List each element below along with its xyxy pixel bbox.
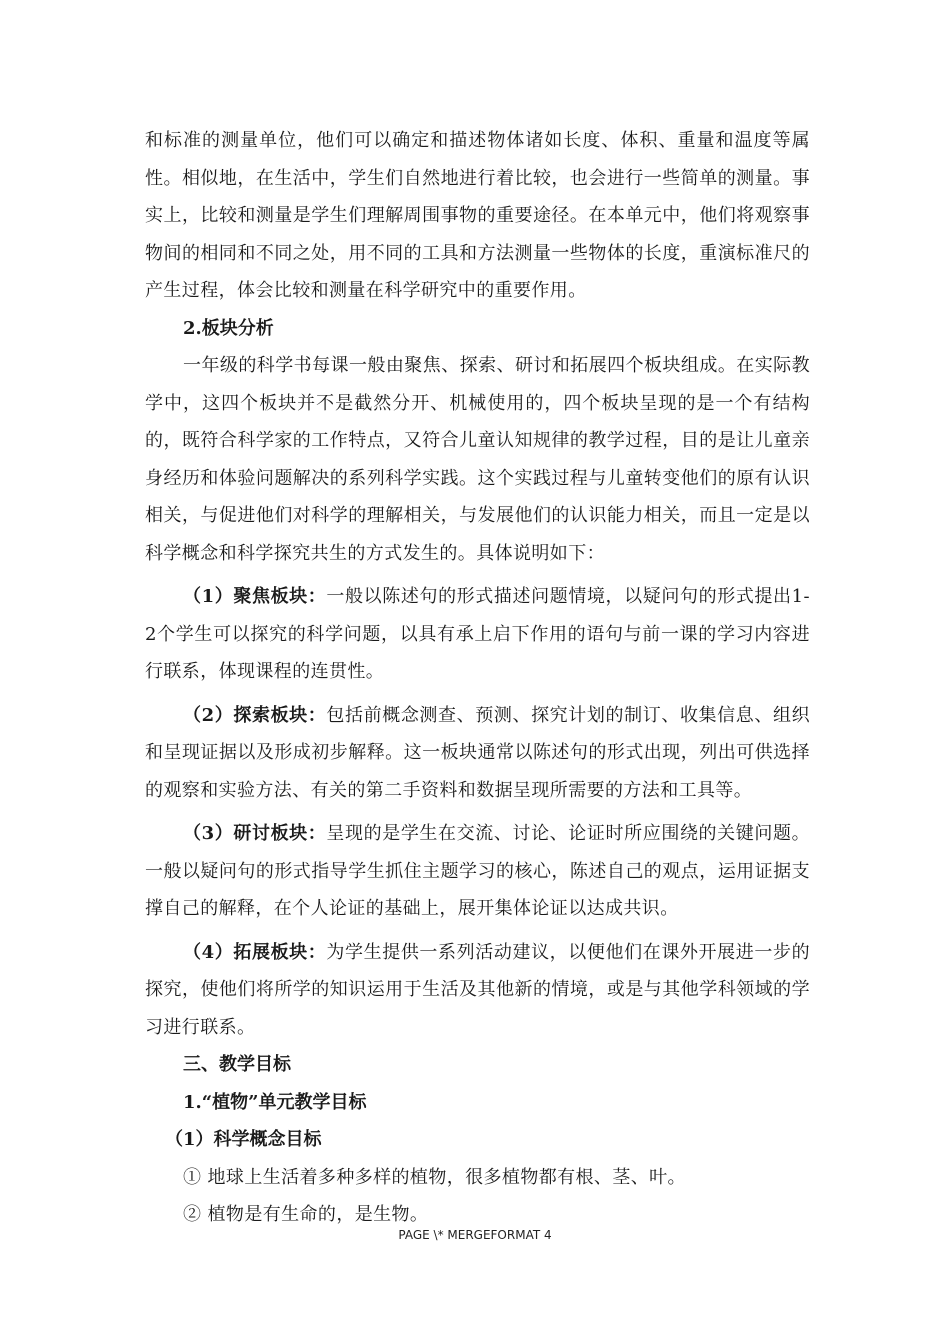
discuss-block-text: 呈现的是学生在交流、讨论、论证时所应围绕的关键问题。一般以疑问句的形式指导学生抓住主题学习的核心，陈述自己的观点，运用证据支撑自己的解释，在个人论证的基础上，展开集体论证以达成共识。	[145, 823, 810, 919]
page-footer-field: PAGE \* MERGEFORMAT 4	[398, 1228, 552, 1242]
extend-block-label: （4）拓展板块：	[183, 941, 327, 963]
section-heading-block-analysis: 2.板块分析	[183, 317, 274, 339]
paragraph-discuss-block	[145, 815, 810, 928]
paragraph-block-analysis: 一年级的科学书每课一般由聚焦、探索、研讨和拓展四个板块组成。在实际教学中，这四个板块并不是截然分开、机械使用的，四个板块呈现的是一个有结构的，既符合科学家的工作特点，又符合儿童认知规律的教学过程，目的是让儿童亲身经历和体验问题解决的系列科学实践。这个实践过程与儿童转变他们的原有认识相关，与促进他们对科学的理解相关，与发展他们的认识能力相关，而且一定是以科学概念和科学探究共生的方式发生的。具体说明如下：	[145, 355, 810, 564]
focus-block-label: （1）聚焦板块：	[183, 586, 327, 607]
explore-block-label: （2）探索板块：	[183, 704, 327, 726]
goal-item-2: ② 植物是有生命的，是生物。	[183, 1204, 429, 1225]
paragraph-explore-block	[145, 697, 810, 810]
extend-block-text: 为学生提供一系列活动建议，以便他们在课外开展进一步的探究，使他们将所学的知识运用于生活及其他新的情境，或是与其他学科领域的学习进行联系。	[145, 941, 810, 1038]
goal-item-1: ① 地球上生活着多种多样的植物，很多植物都有根、茎、叶。	[183, 1166, 686, 1188]
section-heading-teaching-goals: 三、教学目标	[183, 1054, 291, 1075]
document-body	[145, 122, 810, 1234]
subsection-heading-plants-unit-goals: 1.“植物”单元教学目标	[183, 1091, 367, 1113]
explore-block-text: 包括前概念测查、预测、探究计划的制订、收集信息、组织和呈现证据以及形成初步解释。这一板块通常以陈述句的形式出现，列出可供选择的观察和实验方法、有关的第二手资料和数据呈现所需要的方法和工具等。	[145, 704, 810, 801]
paragraph-focus-block	[145, 578, 810, 691]
paragraph-extend-block	[145, 934, 810, 1047]
paragraph-intro-continuation: 和标准的测量单位，他们可以确定和描述物体诸如长度、体积、重量和温度等属性。相似地，在生活中，学生们自然地进行着比较，也会进行一些简单的测量。事实上，比较和测量是学生们理解周围事物的重要途径。在本单元中，他们将观察事物间的相同和不同之处，用不同的工具和方法测量一些物体的长度，重演标准尺的产生过程，体会比较和测量在科学研究中的重要作用。	[145, 130, 810, 301]
discuss-block-label: （3）研讨板块：	[183, 823, 327, 844]
subsection-heading-science-concept-goals: （1）科学概念目标	[165, 1129, 322, 1150]
focus-block-text: 一般以陈述句的形式描述问题情境，以疑问句的形式提出1-2个学生可以探究的科学问题，以具有承上启下作用的语句与前一课的学习内容进行联系，体现课程的连贯性。	[145, 586, 810, 682]
